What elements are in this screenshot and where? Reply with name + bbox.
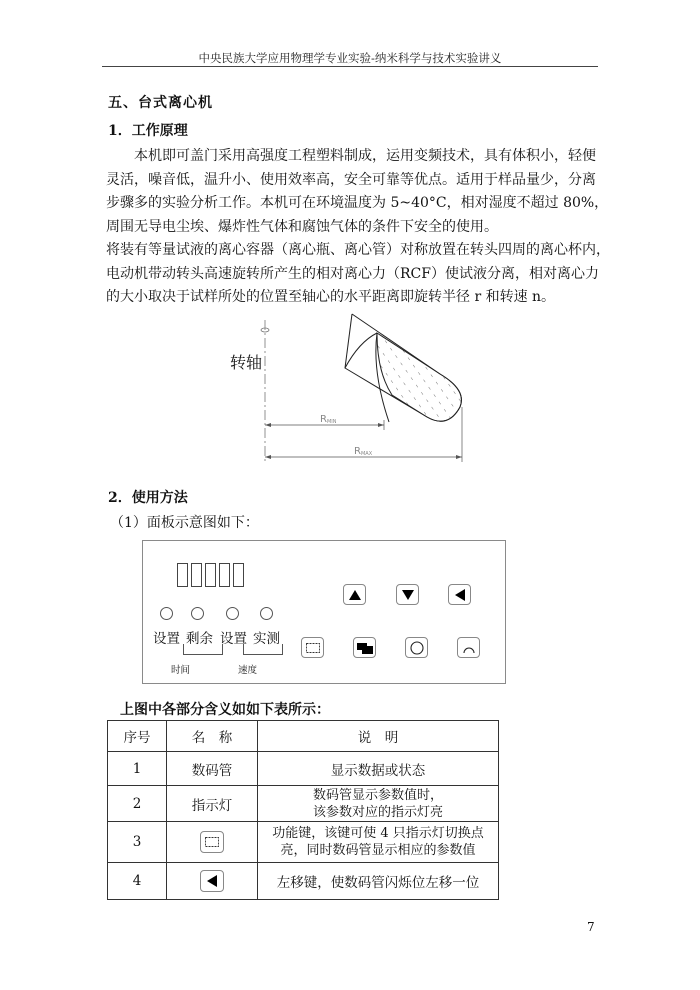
description-line: 功能键，该键可使 4 只指示灯切换点 <box>272 826 484 841</box>
row-description: 显示数据或状态 <box>258 752 499 786</box>
row-name: 指示灯 <box>167 786 258 822</box>
row-description <box>258 822 499 863</box>
left-arrow-icon <box>454 588 466 602</box>
digital-display <box>177 563 244 587</box>
panel-caption: （1）面板示意图如下： <box>110 515 259 531</box>
function-key-icon <box>306 643 320 653</box>
left-button[interactable] <box>448 584 471 605</box>
row-name <box>167 822 258 863</box>
liquid-fill <box>377 333 461 421</box>
principle-heading: 1．工作原理 <box>108 123 188 139</box>
time-group-bracket <box>183 644 223 655</box>
left-arrow-icon <box>200 870 224 892</box>
table-header-row <box>108 721 499 752</box>
up-button[interactable] <box>343 584 366 605</box>
description-line: 该参数对应的指示灯亮 <box>312 804 443 820</box>
column-header-name: 名 称 <box>167 721 258 752</box>
indicator-label: 设置 <box>153 631 180 647</box>
page-header: 中央民族大学应用物理学专业实验-纳米科学与技术实验讲义 <box>198 51 502 65</box>
display-digit <box>205 563 216 587</box>
table-caption: 上图中各部分含义如如下表所示： <box>120 702 330 718</box>
indicator-remaining-time <box>191 607 204 620</box>
stop-icon <box>410 641 424 655</box>
row-number: 4 <box>108 863 167 900</box>
text-line: 周围无导电尘埃、爆炸性气体和腐蚀气体的条件下安全的使用。 <box>106 218 498 235</box>
column-header-number: 序号 <box>108 721 167 752</box>
door-button[interactable] <box>457 637 480 658</box>
centrifuge-radius-diagram <box>222 312 477 467</box>
row-description: 左移键，使数码管闪烁位左移一位 <box>258 863 499 900</box>
column-header-description: 说 明 <box>258 721 499 752</box>
rotation-axis-label: 转轴 <box>230 353 263 372</box>
description-line: 亮，同时数码管显示相应的参数值 <box>280 843 476 858</box>
down-arrow-icon <box>401 589 415 601</box>
header-rule <box>102 66 598 67</box>
section-title: 五、台式离心机 <box>108 95 213 111</box>
row-name: 数码管 <box>167 752 258 786</box>
display-digit <box>177 563 188 587</box>
text-line: 本机即可盖门采用高强度工程塑料制成，运用变频技术，具有体积小，轻便 <box>134 148 596 164</box>
speed-group-label: 速度 <box>238 665 258 676</box>
start-icon <box>357 642 373 654</box>
table-row <box>108 822 499 863</box>
panel-meaning-table <box>107 720 499 900</box>
display-digit <box>219 563 230 587</box>
start-button[interactable] <box>353 637 376 658</box>
row-number: 3 <box>108 822 167 863</box>
speed-group-bracket <box>243 644 283 655</box>
tube-wall-left <box>345 314 352 368</box>
principle-paragraph-1 <box>106 145 609 239</box>
time-group-label: 时间 <box>171 665 191 676</box>
display-digit <box>191 563 202 587</box>
function-button[interactable] <box>301 637 324 658</box>
row-number: 1 <box>108 752 167 786</box>
indicator-set-speed <box>226 607 239 620</box>
indicator-actual-speed <box>260 607 273 620</box>
function-key-icon <box>200 831 224 853</box>
text-line: 灵活，噪音低，温升小、使用效率高，安全可靠等优点。适用于样品量少，分离 <box>106 171 596 188</box>
control-panel <box>142 540 506 684</box>
text-line: 步骤多的实验分析工作。本机可在环境温度为 5~40°C，相对湿度不超过 80%， <box>106 195 609 211</box>
text-line: 将装有等量试液的离心容器（离心瓶、离心管）对称放置在转头四周的离心杯内， <box>106 242 610 258</box>
usage-heading: 2．使用方法 <box>108 490 188 506</box>
stop-button[interactable] <box>405 637 428 658</box>
row-name <box>167 863 258 900</box>
principle-paragraph-2 <box>106 239 610 310</box>
indicator-set-time <box>160 607 173 620</box>
row-description <box>258 786 499 822</box>
rmax-label: RMAX <box>354 446 373 457</box>
up-arrow-icon <box>348 589 362 601</box>
table-row <box>108 786 499 822</box>
table-row <box>108 863 499 900</box>
text-line: 的大小取决于试样所处的位置至轴心的水平距离即旋转半径 r 和转速 n。 <box>106 289 556 305</box>
row-number: 2 <box>108 786 167 822</box>
rmin-label: RMIN <box>320 414 337 425</box>
display-digit <box>233 563 244 587</box>
indicator-label: 设置 <box>220 631 247 647</box>
indicator-label: 剩余 <box>186 631 213 647</box>
text-line: 电动机带动转头高速旋转所产生的相对离心力（RCF）使试液分离，相对离心力 <box>106 265 599 282</box>
down-button[interactable] <box>396 584 419 605</box>
description-line: 数码管显示参数值时， <box>312 787 443 803</box>
door-icon <box>462 641 476 655</box>
table-row <box>108 752 499 786</box>
page-number: 7 <box>587 920 595 934</box>
indicator-label: 实测 <box>253 631 280 647</box>
